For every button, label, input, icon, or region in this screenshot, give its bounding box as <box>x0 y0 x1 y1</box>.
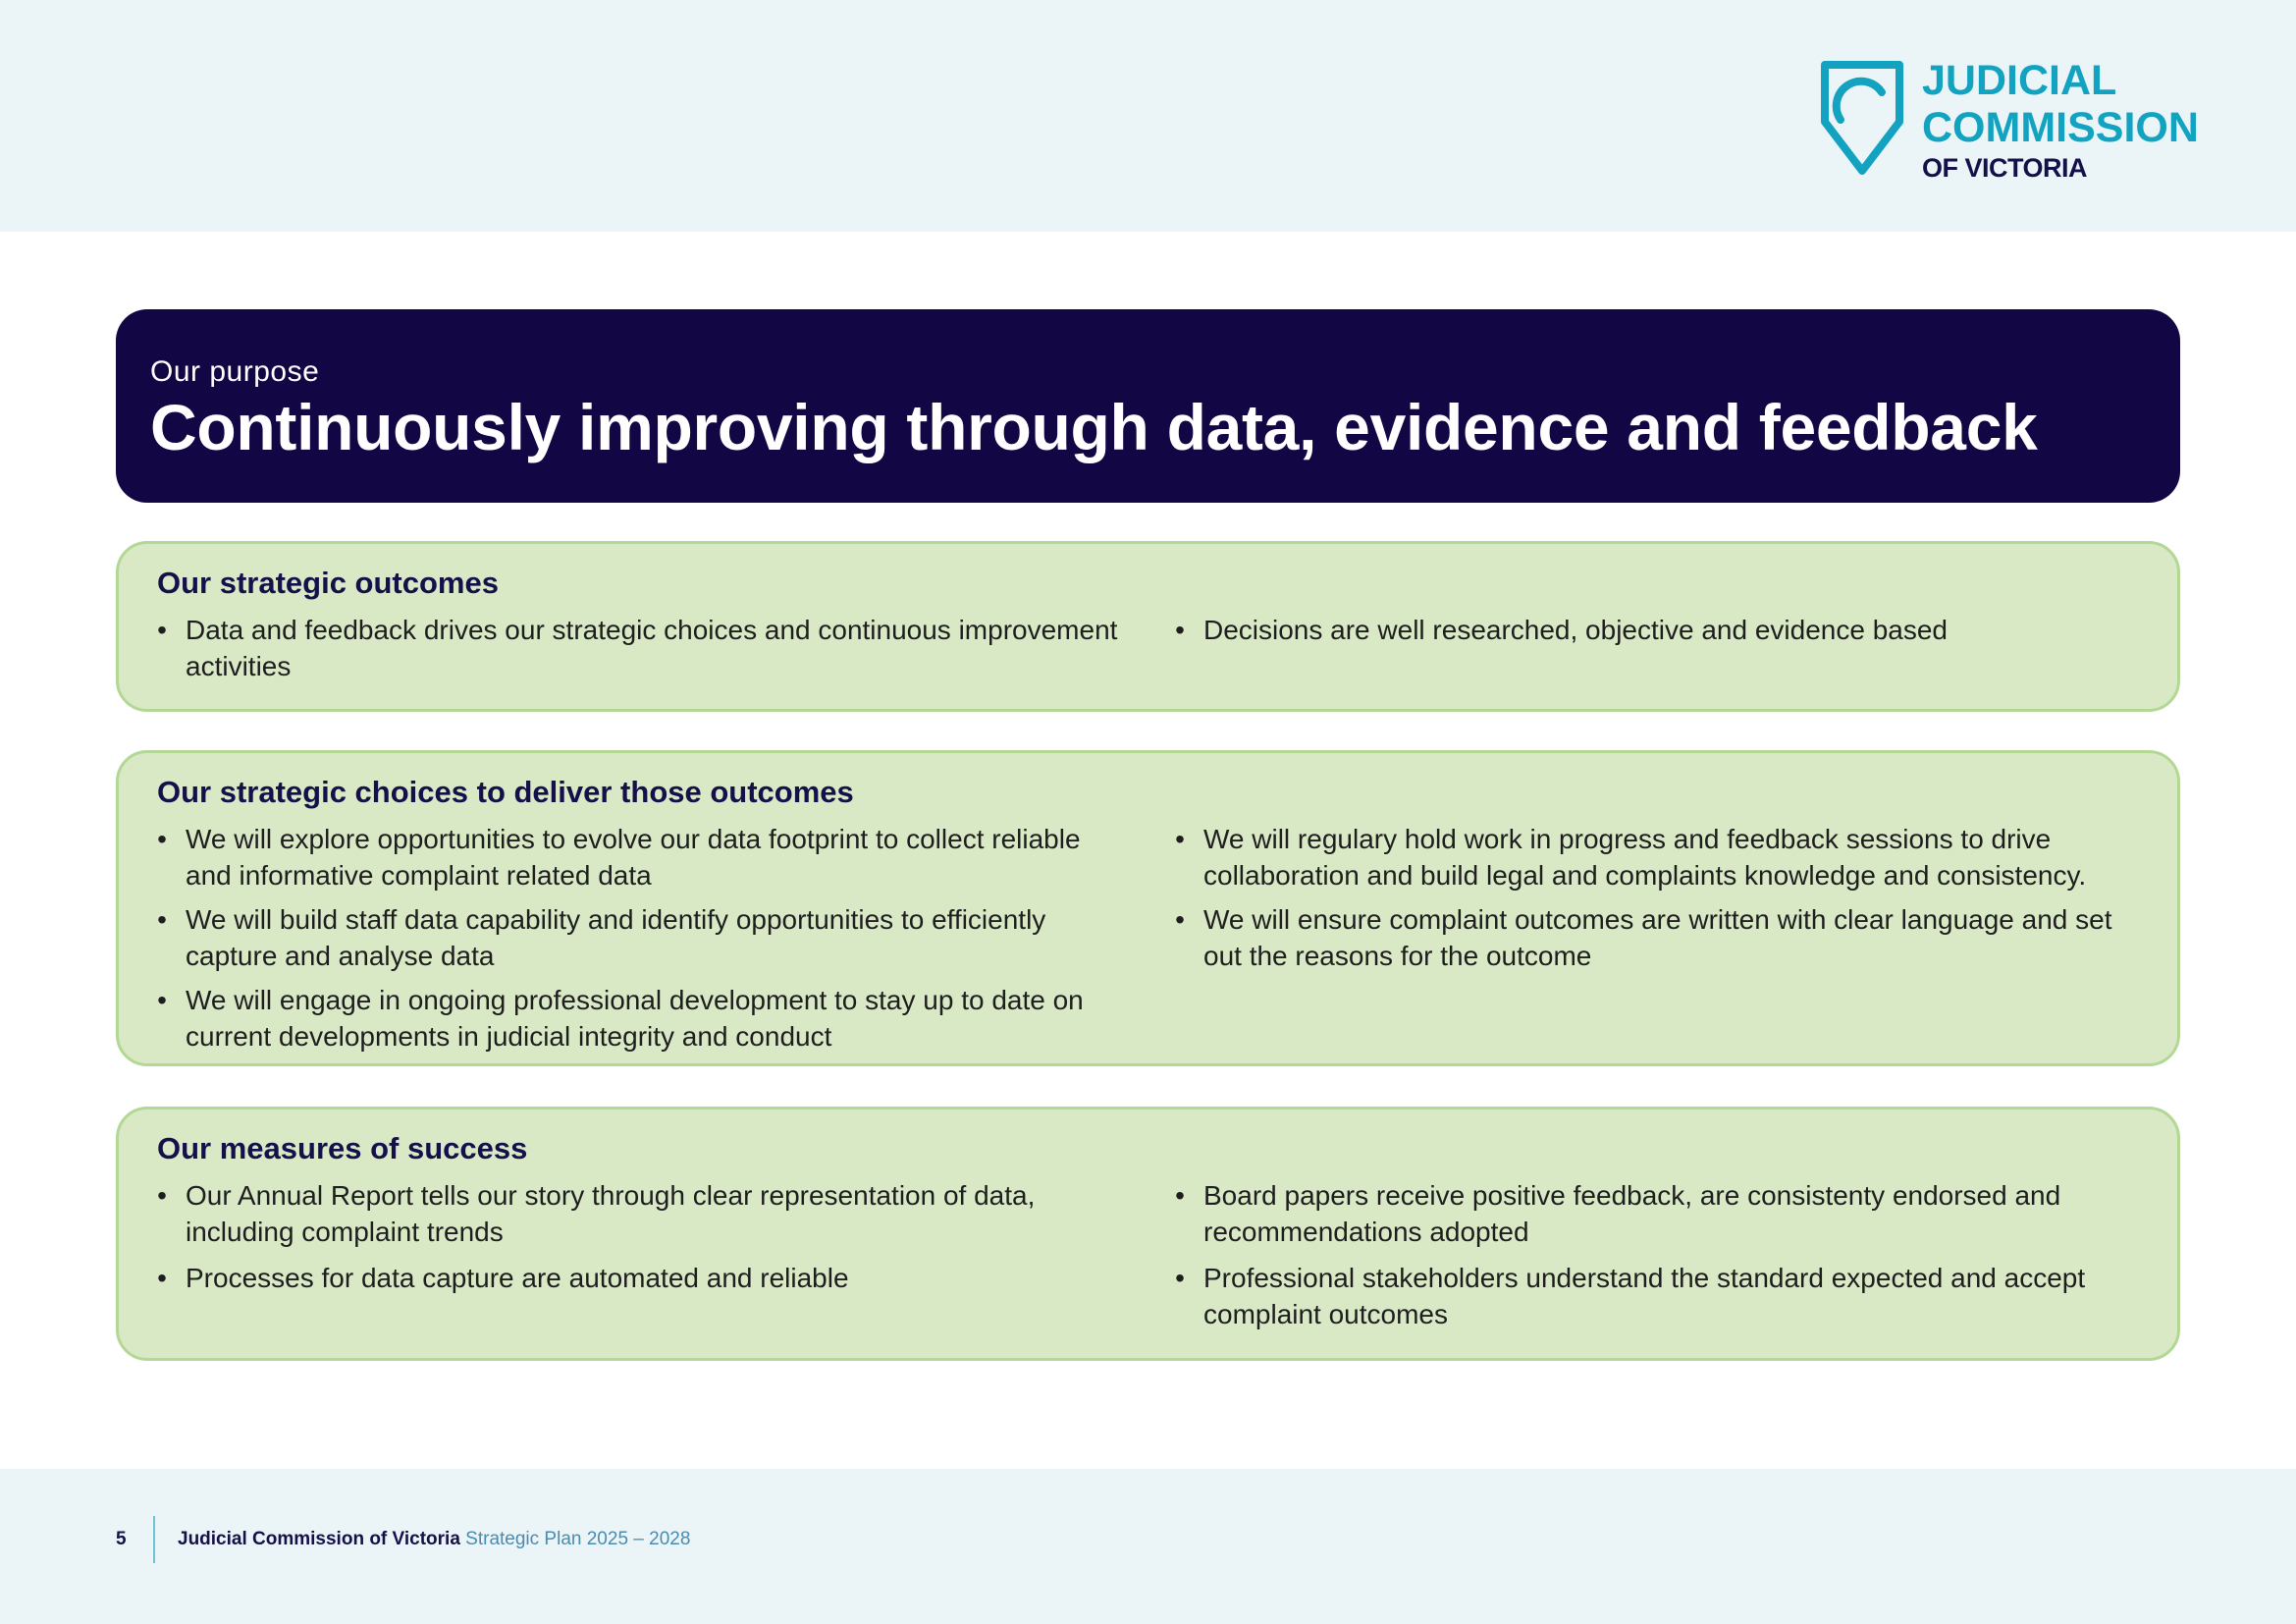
list-item: • Processes for data capture are automated and reliable <box>152 1260 1144 1296</box>
logo-line-commission: COMMISSION <box>1922 104 2199 151</box>
purpose-eyebrow: Our purpose <box>150 355 320 388</box>
logo-line-of-victoria: OF VICTORIA <box>1922 153 2088 183</box>
purpose-banner <box>116 309 2180 503</box>
list-item: • Professional stakeholders understand the standard expected and accept complaint outcomes <box>1170 1260 2152 1332</box>
footer-divider <box>153 1516 155 1563</box>
bullet-icon: • <box>1175 904 1185 935</box>
footer-organisation: Judicial Commission of Victoria <box>178 1529 460 1549</box>
strategic-choices-heading: Our strategic choices to deliver those outcomes <box>157 775 854 809</box>
logo-wordmark <box>1922 57 2199 185</box>
list-item: • We will engage in ongoing professional development to stay up to date on current developments in judicial integrity and conduct <box>152 982 1134 1055</box>
list-item: • Our Annual Report tells our story through clear representation of data, including complaint trends <box>152 1177 1144 1250</box>
list-item: • We will build staff data capability and identify opportunities to efficiently capture and analyse data <box>152 901 1134 974</box>
organisation-logo <box>1821 57 2199 185</box>
measures-of-success-heading: Our measures of success <box>157 1131 528 1165</box>
bullet-icon: • <box>157 985 167 1015</box>
strategic-choices-left-list <box>152 821 1134 1055</box>
bullet-icon: • <box>157 904 167 935</box>
bullet-icon: • <box>1175 1263 1185 1293</box>
bullet-icon: • <box>157 824 167 854</box>
measures-right-list <box>1170 1177 2152 1332</box>
list-item: • We will regulary hold work in progress and feedback sessions to drive collaboration and build legal and complaints knowledge and consistency. <box>1170 821 2152 893</box>
list-item: • Board papers receive positive feedback, are consistenty endorsed and recommendations adopted <box>1170 1177 2152 1250</box>
list-item: • We will ensure complaint outcomes are written with clear language and set out the reasons for the outcome <box>1170 901 2152 974</box>
bullet-icon: • <box>157 1263 167 1293</box>
bullet-icon: • <box>1175 1180 1185 1211</box>
bullet-icon: • <box>157 1180 167 1211</box>
bullet-icon: • <box>157 615 167 645</box>
list-item: • Decisions are well researched, objective and evidence based <box>1170 612 2152 648</box>
logo-line-judicial: JUDICIAL <box>1922 57 2117 104</box>
measures-of-success-panel <box>116 1107 2180 1361</box>
page-title: Continuously improving through data, evidence and feedback <box>150 391 2038 463</box>
bullet-icon: • <box>1175 824 1185 854</box>
footer-document-title: Strategic Plan 2025 – 2028 <box>465 1529 691 1549</box>
footer-text <box>178 1516 690 1563</box>
list-item: • We will explore opportunities to evolve our data footprint to collect reliable and informative complaint related data <box>152 821 1134 893</box>
strategic-choices-panel <box>116 750 2180 1066</box>
measures-left-list <box>152 1177 1144 1296</box>
bullet-icon: • <box>1175 615 1185 645</box>
list-item: • Data and feedback drives our strategic choices and continuous improvement activities <box>152 612 1144 684</box>
strategic-choices-right-list <box>1170 821 2152 974</box>
strategic-outcomes-right-list <box>1170 612 2152 648</box>
strategic-outcomes-panel <box>116 541 2180 712</box>
page-number: 5 <box>116 1529 127 1549</box>
strategic-outcomes-left-list <box>152 612 1144 684</box>
strategic-outcomes-heading: Our strategic outcomes <box>157 566 499 600</box>
shield-icon <box>1821 59 1903 177</box>
